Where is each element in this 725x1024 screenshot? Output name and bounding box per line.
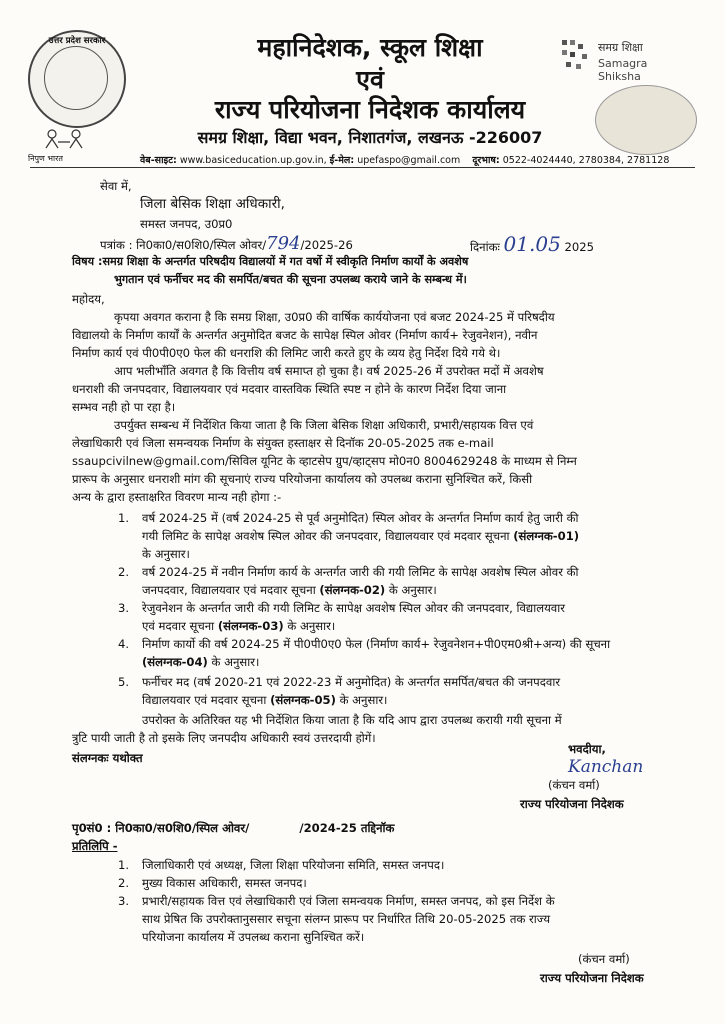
para3-line: लेखाधिकारी एवं जिला समन्वयक निर्माण के संयुक्त हस्ताक्षर से दिनॉक 20-05-2025 तक e-mail <box>72 436 494 450</box>
copy-item-number: 2. <box>118 876 130 890</box>
item-line: गयी लिमिट के सापेक्ष अवशेष स्पिल ओवर की जनपदवार, विद्यालयवार एवं मदवार सूचना (संलग्नक-01) <box>142 529 580 543</box>
item-number: 5. <box>118 675 130 689</box>
website-label: वेब-साइट: <box>140 155 177 166</box>
copy-item-line: जिलाधिकारी एवं अध्यक्ष, जिला शिक्षा परियोजना समिति, समस्त जनपद। <box>142 858 445 872</box>
header-title-3: राज्य परियोजना निदेशक कार्यालय <box>214 95 526 124</box>
item-line: रेजुवनेशन के अन्तर्गत जारी की गयी लिमिट के सापेक्ष अवशेष स्पिल ओवर की जनपदवार, विद्यालयवार <box>142 601 566 615</box>
enclosure-ref: (संलग्नक-03) <box>217 619 284 633</box>
closing: भवदीया, <box>568 742 606 756</box>
date-line <box>470 232 594 256</box>
copy-item-number: 3. <box>118 894 130 908</box>
samagra-hindi-label: समग्र शिक्षा <box>598 41 643 54</box>
item-line: एवं मदवार सूचना (संलग्नक-03) के अनुसार। <box>142 619 336 633</box>
email: upefaspo@gmail.com <box>357 155 461 166</box>
para3-line: प्रारूप के अनुसार धनराशी मांग की सूचनाएं राज्य परियोजना कार्यालय को उपलब्ध कराना सुनिश्चित करें, किसी <box>72 472 533 486</box>
samagra-grid-icon <box>560 38 592 74</box>
to-label: सेवा में, <box>100 179 132 193</box>
para3-line: ssaupcivilnew@gmail.com/सिविल यूनिट के व्हाटसेप ग्रुप/व्हाट्सप मो0न0 8004629248 के माध्यम से निम्न <box>72 454 577 468</box>
endorsement-ref: पृ0सं0 : नि0का0/स0शि0/स्पिल ओवर/ /2024-25 तद्दिनॉक <box>72 821 395 835</box>
enclosure-ref: (संलग्नक-05) <box>270 693 336 707</box>
header-address: समग्र शिक्षा, विद्या भवन, निशातगंज, लखनऊ -226007 <box>197 128 543 147</box>
date-handwritten: 01.05 <box>503 232 561 256</box>
copy-item-line: साथ प्रेषित कि उपरोक्तानुससार सचूना संलग्न प्रारूप पर निर्धारित तिथि 20-05-2025 तक राज्य <box>142 912 551 926</box>
para4-line: उपरोक्त के अतिरिक्त यह भी निर्देशित किया जाता है कि यदि आप द्वारा उपलब्ध करायी गयी सूचना में <box>142 713 562 727</box>
item-line: वर्ष 2024-25 में (वर्ष 2024-25 से पूर्व अनुमोदित) स्पिल ओवर के अन्तर्गत निर्माण कार्य हेतु जारी की <box>142 511 579 525</box>
para1-line: निर्माण कार्य एवं पी0पी0ए0 फेल की धनराशि की लिमिट जारी करते हुए के व्यय हेतु निर्देश दिये गये थे। <box>72 346 501 360</box>
copy-item-line: प्रभारी/सहायक वित्त एवं लेखाधिकारी एवं जिला समन्वयक निर्माण, समस्त जनपद, को इस निर्देश के <box>142 894 555 908</box>
subject-line-1: विषय :समग्र शिक्षा के अन्तर्गत परिषदीय विद्यालयों में गत वर्षो में स्वीकृति निर्माण कार्यों के अवशेष <box>72 255 469 268</box>
item-number: 3. <box>118 601 130 615</box>
item-line: के अनुसार। <box>142 547 190 561</box>
copy-item-number: 1. <box>118 858 130 872</box>
copy-item-line: मुख्य विकास अधिकारी, समस्त जनपद। <box>142 876 307 890</box>
item-line: (संलग्नक-04) के अनुसार। <box>142 655 260 669</box>
reference-line <box>100 235 353 254</box>
header-title-2: एवं <box>356 65 384 94</box>
item-line: जनपदवार, विद्यालयवार एवं मदवार सूचना (संलग्नक-02) के अनुसार। <box>142 583 437 597</box>
enclosure-ref: (संलग्नक-02) <box>319 583 386 597</box>
website: www.basiceducation.up.gov.in, <box>179 155 327 166</box>
para1-line: विद्यालयो के निर्माण कार्यों के अन्तर्गत अनुमोदित बजट के सापेक्ष स्पिल ओवर (निर्माण कार्य+ रेजुवनेशन), नवीन <box>72 328 538 342</box>
para1-line: कृपया अवगत कराना है कि समग्र शिक्षा, उ0प्र0 की वार्षिक कार्ययोजना एवं बजट 2024-25 में परिषदीय <box>114 310 555 324</box>
date-year: 2025 <box>564 240 594 254</box>
para3-line: उपर्युक्त सम्बन्ध में निर्देशित किया जाता है कि जिला बेसिक शिक्षा अधिकारी, प्रभारी/सहायक वित्त एवं <box>114 418 534 432</box>
header-divider <box>30 167 695 168</box>
ref-number: 794 <box>266 233 301 254</box>
endorsement-signatory-title: राज्य परियोजना निदेशक <box>540 971 644 985</box>
ref-prefix: पत्रांक : नि0का0/स0शि0/स्पिल ओवर/ <box>100 238 267 252</box>
enclosure-ref: (संलग्नक-01) <box>513 529 580 543</box>
signatory-title: राज्य परियोजना निदेशक <box>520 797 624 811</box>
email-label: ई-मेल: <box>329 155 355 166</box>
campaign-badge-image <box>595 85 697 155</box>
to-name: जिला बेसिक शिक्षा अधिकारी, <box>140 196 285 212</box>
nipun-bharat-logo <box>38 128 98 150</box>
para4-line: त्रुटि पायी जाती है तो इसके लिए जनपदीय अधिकारी स्वयं उत्तरदायी होगें। <box>72 731 376 745</box>
subject-line-2: भुगतान एवं फर्नीचर मद की समर्पित/बचत की सूचना उपलब्ध कराये जाने के सम्बन्ध में। <box>114 273 467 286</box>
enclosure-label: संलग्नकः यथोक्त <box>72 751 143 765</box>
salutation: महोदय, <box>72 292 105 306</box>
samagra-english-label: Samagra Shiksha <box>598 57 648 83</box>
endorsement-signatory-name: (कंचन वर्मा) <box>578 952 630 966</box>
item-line: विद्यालयवार एवं मदवार सूचना (संलग्नक-05) के अनुसार। <box>142 693 388 707</box>
date-label: दिनांकः <box>470 240 500 254</box>
item-number: 2. <box>118 565 130 579</box>
para3-line: अन्य के द्वारा हस्ताक्षरित विवरण मान्य नही होगा :- <box>72 490 282 504</box>
enclosure-ref: (संलग्नक-04) <box>142 655 208 669</box>
copy-label: प्रतिलिपि - <box>72 839 118 853</box>
samagra-shiksha-logo <box>560 38 690 83</box>
header-title-1: महानिदेशक, स्कूल शिक्षा <box>257 33 483 62</box>
para2-line: धनराशी की जनपदवार, विद्यालयवार एवं मदवार वास्तविक स्थिति स्पष्ट न होने के कारण निर्देश दिया जाना <box>72 382 507 396</box>
signatory-name: (कंचन वर्मा) <box>548 778 600 792</box>
ref-suffix: /2025-26 <box>300 238 353 252</box>
copy-item-line: परियोजना कार्यालय में उपलब्ध कराना सुनिश्चित करें। <box>142 930 365 944</box>
item-line: फर्नीचर मद (वर्ष 2020-21 एवं 2022-23 में अनुमोदित) के अन्तर्गत समर्पित/बचत की जनपदवार <box>142 675 561 689</box>
item-number: 1. <box>118 511 130 525</box>
phone-label: दूरभाष: <box>472 155 500 166</box>
logo-text: उत्तर प्रदेश सरकार <box>48 36 106 46</box>
item-line: वर्ष 2024-25 में नवीन निर्माण कार्य के अन्तर्गत जारी की गयी लिमिट के सापेक्ष अवशेष स्पिल ओवर की <box>142 565 579 579</box>
para2-line: आप भलीभाँति अवगत है कि वित्तीय वर्ष समाप्त हो चुका है। वर्ष 2025-26 में उपरोक्त मदों में अवशेष <box>114 364 544 378</box>
emblem-icon <box>44 46 108 110</box>
to-place: समस्त जनपद, उ0प्र0 <box>140 217 233 231</box>
item-line: निर्माण कार्यो की वर्ष 2024-25 में पी0पी0ए0 फेल (निर्माण कार्य+ रेजुवनेशन+पी0एम0श्री+अन्य) की सूचना <box>142 637 611 651</box>
phone: 0522-4024440, 2780384, 2781128 <box>502 155 670 166</box>
item-number: 4. <box>118 637 130 651</box>
header-contact <box>140 153 669 166</box>
signature: Kanchan <box>568 757 644 777</box>
nipun-bharat-label: निपुण भारत <box>28 154 63 163</box>
para2-line: सम्भव नही हो पा रहा है। <box>72 400 176 414</box>
up-government-logo <box>28 30 126 128</box>
